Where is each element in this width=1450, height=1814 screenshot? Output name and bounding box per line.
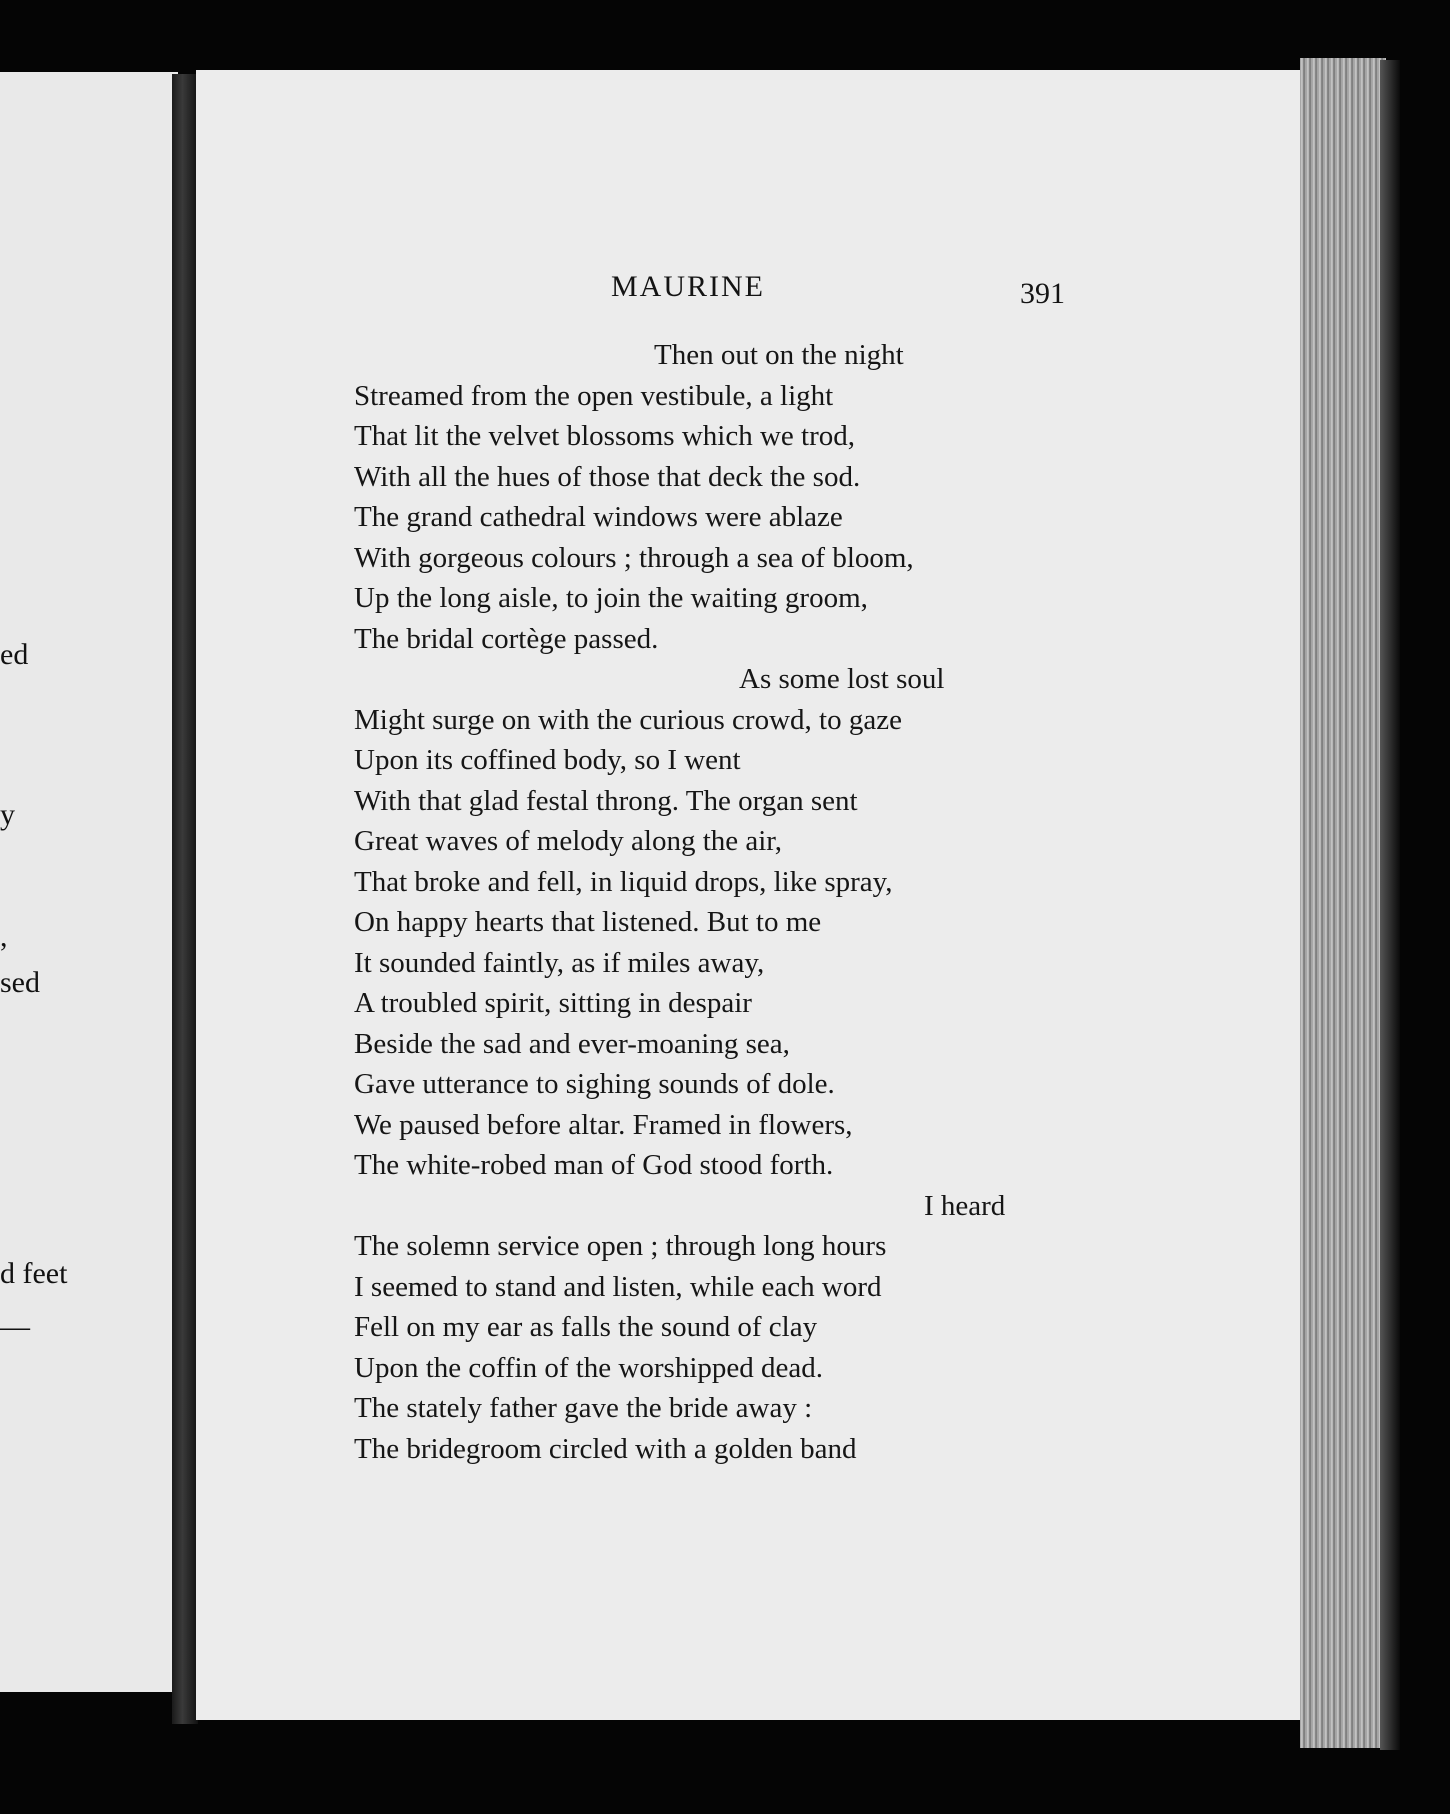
left-page-fragment: ed (0, 638, 29, 671)
verse-line: Fell on my ear as falls the sound of clay (354, 1311, 818, 1343)
verse-line: With gorgeous colours ; through a sea of bloom, (354, 541, 914, 574)
verse-line: The grand cathedral windows were ablaze (354, 501, 843, 533)
verse-line: Streamed from the open vestibule, a light (354, 379, 834, 412)
book-gutter (172, 74, 198, 1724)
verse-line: Beside the sad and ever-moaning sea, (354, 1027, 790, 1060)
verse-line: On happy hearts that listened. But to me (354, 906, 822, 938)
running-head: MAURINE (611, 270, 765, 303)
verse-line: The white-robed man of God stood forth. (354, 1149, 834, 1181)
left-page (0, 72, 178, 1692)
page-edges-shadow (1380, 60, 1400, 1750)
verse-line: Great waves of melody along the air, (354, 825, 783, 857)
verse-line: It sounded faintly, as if miles away, (354, 946, 765, 979)
verse-line: The bridal cortège passed. (354, 622, 659, 655)
verse-line: A troubled spirit, sitting in despair (354, 987, 752, 1019)
left-page-fragment: d feet (0, 1257, 68, 1290)
verse-line: Might surge on with the curious crowd, to gaze (354, 703, 902, 736)
verse-line: That broke and fell, in liquid drops, like spray, (354, 865, 893, 898)
verse-line: As some lost soul (739, 663, 945, 695)
verse-line: Upon its coffined body, so I went (354, 744, 741, 776)
verse-line: Up the long aisle, to join the waiting groom, (354, 582, 868, 614)
verse-line: I heard (924, 1189, 1006, 1222)
verse-line: We paused before altar. Framed in flowers, (354, 1108, 853, 1141)
verse-line: That lit the velvet blossoms which we trod, (354, 420, 855, 452)
verse-line: Gave utterance to sighing sounds of dole. (354, 1068, 835, 1100)
verse-line: With that glad festal throng. The organ sent (354, 784, 858, 817)
verse-line: I seemed to stand and listen, while each word (354, 1270, 882, 1303)
left-page-fragment: sed (0, 966, 40, 999)
left-page-fragment: — (0, 1310, 30, 1343)
page-number: 391 (1020, 277, 1065, 310)
left-page-fragment: y (0, 798, 15, 831)
verse-line: Upon the coffin of the worshipped dead. (354, 1351, 823, 1384)
poem-text (354, 335, 1034, 1469)
left-page-fragment: , (0, 920, 8, 953)
verse-line: The solemn service open ; through long hours (354, 1230, 887, 1262)
verse-line: Then out on the night (654, 339, 904, 371)
verse-line: With all the hues of those that deck the sod. (354, 460, 861, 493)
verse-line: The stately father gave the bride away : (354, 1392, 813, 1424)
page-edges (1300, 58, 1386, 1748)
verse-line: The bridegroom circled with a golden band (354, 1432, 857, 1465)
